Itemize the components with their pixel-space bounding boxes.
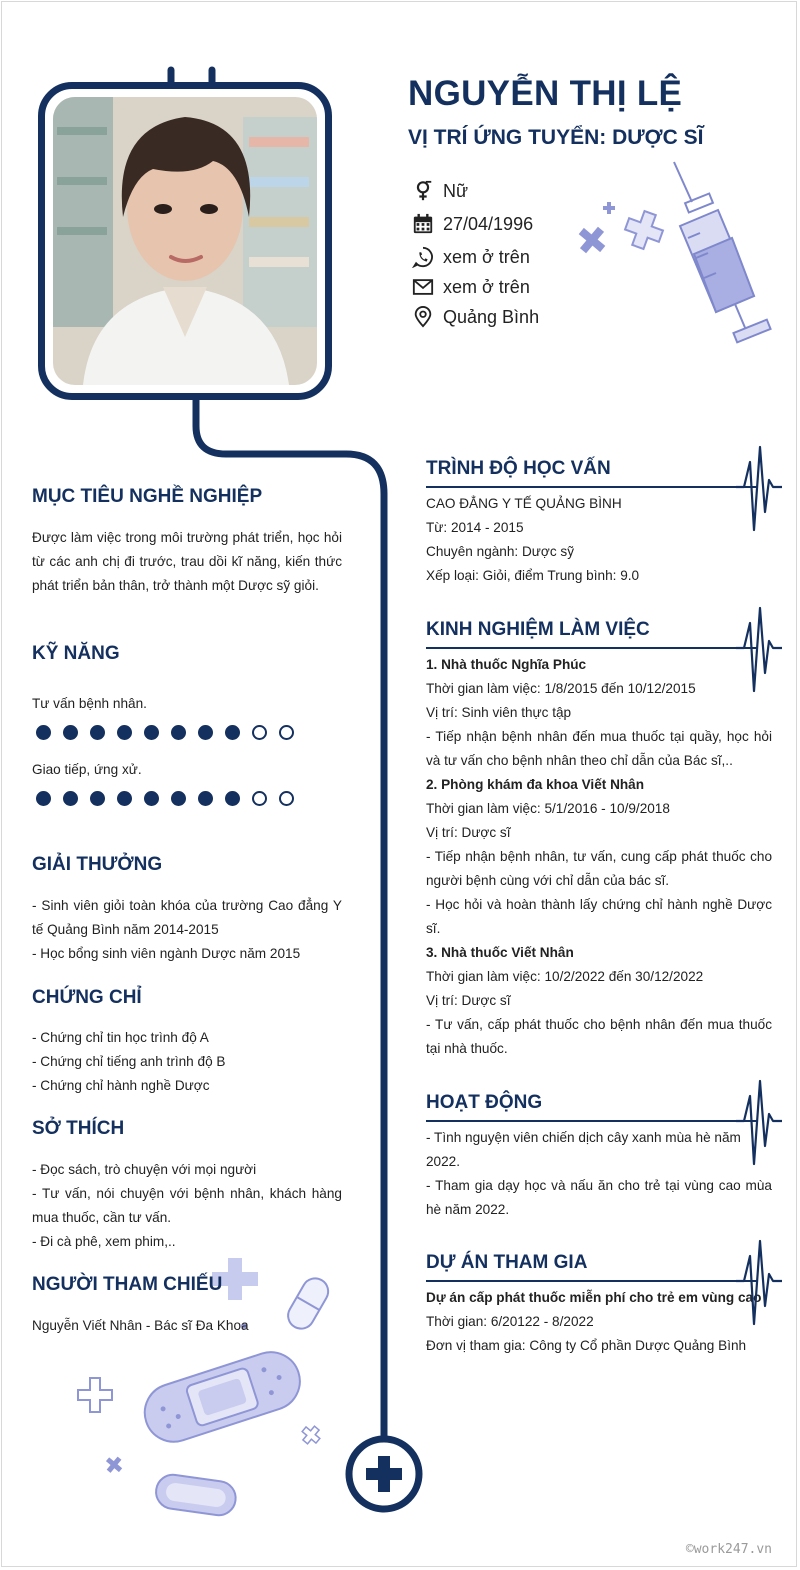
job-role: Vị trí: Dược sĩ bbox=[426, 993, 511, 1008]
objective-text: Được làm việc trong môi trường phát triển, học hỏi từ các anh chị đi trước, trau dồi kĩ năng, kiến thức phát triển bản thân, trở thành một Dược sỹ giỏi. bbox=[32, 530, 342, 593]
gender-value: Nữ bbox=[443, 180, 469, 201]
rating-dot bbox=[225, 725, 240, 740]
references-title: NGƯỜI THAM CHIẾU bbox=[32, 1274, 223, 1295]
phone-icon bbox=[412, 246, 434, 268]
rating-dot bbox=[63, 791, 78, 806]
heartbeat-icon bbox=[736, 442, 782, 534]
info-email bbox=[412, 274, 530, 300]
objective-title: MỤC TIÊU NGHỀ NGHIỆP bbox=[32, 486, 263, 507]
rating-dot bbox=[36, 725, 51, 740]
activities-title: HOẠT ĐỘNG bbox=[426, 1092, 543, 1113]
job-role: Vị trí: Sinh viên thực tập bbox=[426, 705, 572, 720]
rating-dot bbox=[279, 725, 294, 740]
skill-name: Giao tiếp, ứng xử. bbox=[32, 762, 142, 777]
award-item: - Sinh viên giỏi toàn khóa của trường Cao đẳng Y tế Quảng Bình năm 2014-2015 bbox=[32, 898, 342, 937]
skill-rating bbox=[36, 725, 294, 740]
skill-name: Tư vấn bệnh nhân. bbox=[32, 696, 147, 711]
skills-title: KỸ NĂNG bbox=[32, 643, 120, 664]
activity-item: - Tình nguyện viên chiến dịch cây xanh mùa hè năm 2022. bbox=[426, 1130, 741, 1169]
activity-item: - Tham gia dạy học và nấu ăn cho trẻ tại vùng cao mùa hè năm 2022. bbox=[426, 1178, 772, 1217]
education-major: Chuyên ngành: Dược sỹ bbox=[426, 544, 574, 559]
candidate-name: NGUYỄN THỊ LỆ bbox=[408, 74, 683, 113]
rating-dot bbox=[36, 791, 51, 806]
award-item: - Học bổng sinh viên ngành Dược năm 2015 bbox=[32, 946, 301, 961]
projects-title: DỰ ÁN THAM GIA bbox=[426, 1252, 588, 1273]
section-divider bbox=[426, 647, 758, 649]
bandage-icon bbox=[62, 1256, 352, 1526]
section-divider bbox=[426, 486, 758, 488]
calendar-icon bbox=[412, 213, 434, 235]
job-time: Thời gian làm việc: 1/8/2015 đến 10/12/2015 bbox=[426, 681, 696, 696]
heartbeat-icon bbox=[736, 603, 782, 695]
rating-dot bbox=[252, 791, 267, 806]
rating-dot bbox=[225, 791, 240, 806]
skill-rating bbox=[36, 791, 294, 806]
rating-dot bbox=[144, 725, 159, 740]
rating-dot bbox=[90, 791, 105, 806]
applied-position: VỊ TRÍ ỨNG TUYỂN: DƯỢC SĨ bbox=[408, 126, 704, 149]
cv-page bbox=[1, 1, 797, 1567]
job-detail: - Tư vấn, cấp phát thuốc cho bệnh nhân đến mua thuốc tại nhà thuốc. bbox=[426, 1017, 772, 1056]
heartbeat-icon bbox=[736, 1076, 782, 1168]
education-grade: Xếp loại: Giỏi, điểm Trung bình: 9.0 bbox=[426, 568, 640, 583]
rating-dot bbox=[90, 725, 105, 740]
school-name: CAO ĐẲNG Y TẾ QUẢNG BÌNH bbox=[426, 496, 622, 511]
references-text: Nguyễn Viết Nhân - Bác sĩ Đa Khoa bbox=[32, 1318, 249, 1333]
profile-photo bbox=[53, 97, 317, 385]
gender-icon bbox=[412, 180, 434, 202]
certificate-item: - Chứng chỉ tin học trình độ A bbox=[32, 1030, 209, 1045]
section-divider bbox=[426, 1280, 758, 1282]
certificates-list bbox=[32, 1026, 342, 1098]
certificate-item: - Chứng chỉ tiếng anh trình độ B bbox=[32, 1054, 226, 1069]
rating-dot bbox=[198, 725, 213, 740]
project-name: Dự án cấp phát thuốc miễn phí cho trẻ em vùng cao bbox=[426, 1290, 762, 1305]
location-icon bbox=[412, 306, 434, 328]
hobbies-list bbox=[32, 1158, 342, 1254]
info-birthday bbox=[412, 211, 533, 237]
info-phone bbox=[412, 244, 530, 270]
activities-content bbox=[426, 1126, 772, 1222]
awards-title: GIẢI THƯỞNG bbox=[32, 854, 163, 875]
info-address bbox=[412, 304, 539, 330]
job-time: Thời gian làm việc: 10/2/2022 đến 30/12/2022 bbox=[426, 969, 704, 984]
hobby-item: - Đi cà phê, xem phim,.. bbox=[32, 1234, 176, 1249]
hobby-item: - Đọc sách, trò chuyện với mọi người bbox=[32, 1162, 257, 1177]
education-period: Từ: 2014 - 2015 bbox=[426, 520, 524, 535]
rating-dot bbox=[117, 791, 132, 806]
projects-content bbox=[426, 1286, 762, 1358]
hobbies-title: SỞ THÍCH bbox=[32, 1118, 125, 1139]
job-detail: - Học hỏi và hoàn thành lấy chứng chỉ hành nghề Dược sĩ. bbox=[426, 897, 772, 936]
rating-dot bbox=[252, 725, 267, 740]
section-divider bbox=[426, 1120, 758, 1122]
watermark: ©work247.vn bbox=[685, 1542, 772, 1557]
job-heading: 1. Nhà thuốc Nghĩa Phúc bbox=[426, 657, 587, 672]
birthday-value: 27/04/1996 bbox=[443, 213, 534, 234]
email-value: xem ở trên bbox=[443, 276, 530, 297]
project-org: Đơn vị tham gia: Công ty Cổ phần Dược Quảng Bình bbox=[426, 1338, 747, 1353]
experience-title: KINH NGHIỆM LÀM VIỆC bbox=[426, 619, 650, 640]
address-value: Quảng Bình bbox=[443, 306, 540, 327]
job-role: Vị trí: Dược sĩ bbox=[426, 825, 511, 840]
profile-photo-frame bbox=[38, 82, 332, 400]
heartbeat-icon bbox=[736, 1236, 782, 1328]
job-detail: - Tiếp nhận bệnh nhân, tư vấn, cung cấp phát thuốc cho người bệnh cùng với chỉ dẫn của bác sĩ. bbox=[426, 849, 772, 888]
certificate-item: - Chứng chỉ hành nghề Dược bbox=[32, 1078, 210, 1093]
phone-value: xem ở trên bbox=[443, 246, 530, 267]
job-time: Thời gian làm việc: 5/1/2016 - 10/9/2018 bbox=[426, 801, 670, 816]
rating-dot bbox=[198, 791, 213, 806]
rating-dot bbox=[117, 725, 132, 740]
rating-dot bbox=[171, 725, 186, 740]
job-heading: 3. Nhà thuốc Viết Nhân bbox=[426, 945, 574, 960]
info-gender bbox=[412, 178, 468, 204]
medical-cross-icon bbox=[342, 1432, 426, 1516]
rating-dot bbox=[144, 791, 159, 806]
hobby-item: - Tư vấn, nói chuyện với bệnh nhân, khách hàng mua thuốc, cần tư vấn. bbox=[32, 1186, 342, 1225]
experience-content bbox=[426, 653, 772, 1061]
rating-dot bbox=[279, 791, 294, 806]
project-time: Thời gian: 6/20122 - 8/2022 bbox=[426, 1314, 594, 1329]
rating-dot bbox=[171, 791, 186, 806]
medical-cross-icon bbox=[572, 202, 667, 260]
rating-dot bbox=[63, 725, 78, 740]
education-content bbox=[426, 492, 772, 588]
certificates-title: CHỨNG CHỈ bbox=[32, 987, 142, 1008]
awards-list bbox=[32, 894, 342, 966]
job-detail: - Tiếp nhận bệnh nhân đến mua thuốc tại quầy, học hỏi và tư vấn cho bệnh nhân theo chỉ dẫn của Bác sĩ,.. bbox=[426, 729, 772, 768]
job-heading: 2. Phòng khám đa khoa Viết Nhân bbox=[426, 777, 645, 792]
mail-icon bbox=[412, 276, 434, 298]
syringe-icon bbox=[568, 158, 778, 358]
education-title: TRÌNH ĐỘ HỌC VẤN bbox=[426, 458, 611, 479]
